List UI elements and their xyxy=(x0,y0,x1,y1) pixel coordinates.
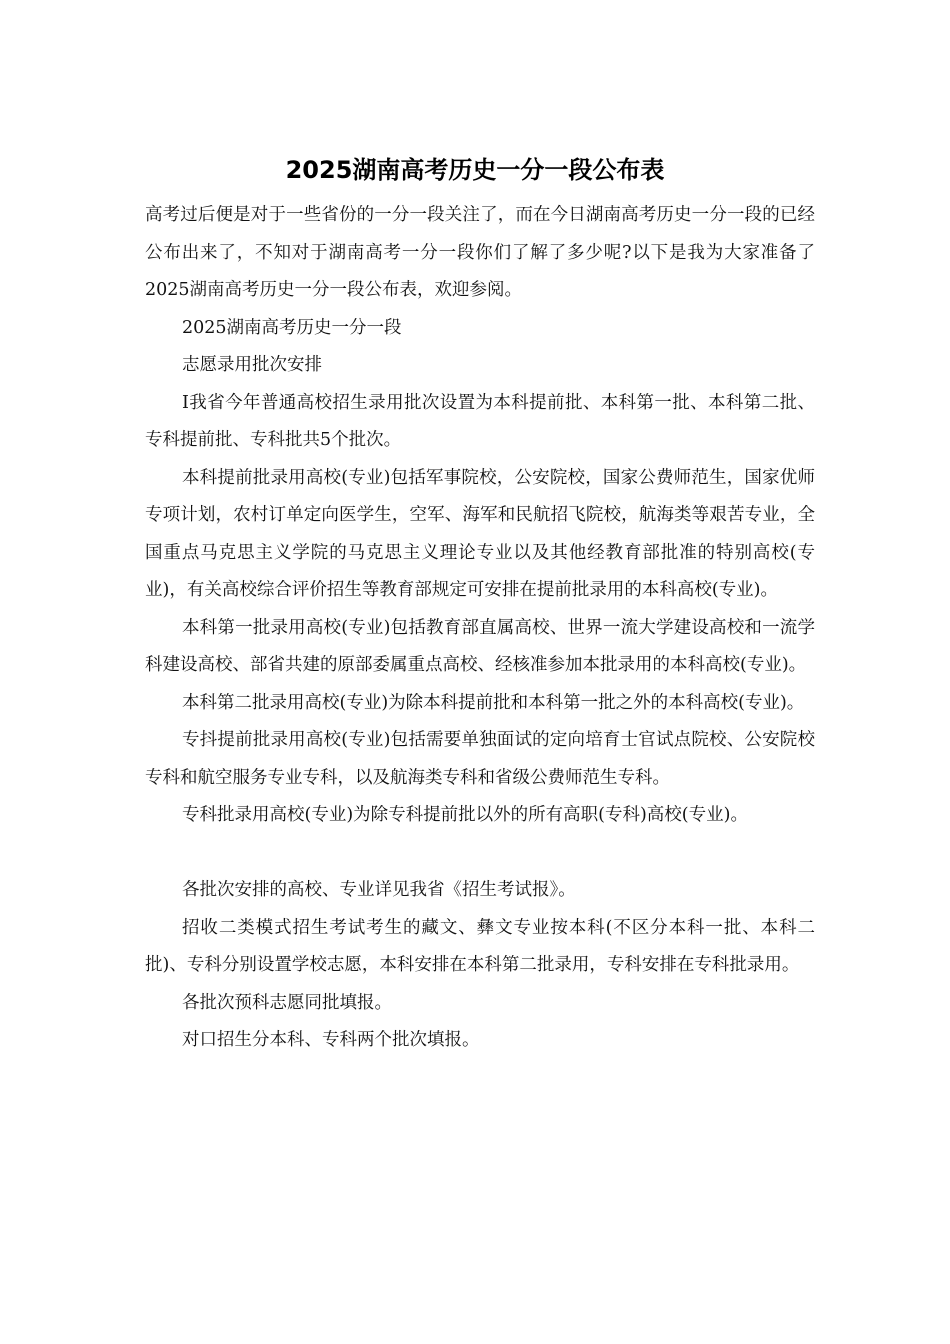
paragraph-vocational: 对口招生分本科、专科两个批次填报。 xyxy=(182,1030,480,1050)
paragraph-undergrad-first: 本科第一批录用高校(专业)包括教育部直属高校、世界一流大学建设高校和一流学科建设高校、部省共建的原部委属重点高校、经核准参加本批录用的本科高校(专业)。 xyxy=(145,617,815,675)
intro-paragraph: 高考过后便是对于一些省份的一分一段关注了，而在今日湖南高考历史一分一段的已经公布出来了，不知对于湖南高考一分一段你们了解了多少呢?以下是我为大家准备了2025湖南高考历史一分一段公布表，欢迎参阅。 xyxy=(145,205,815,300)
paragraph-junior-early: 专抖提前批录用高校(专业)包括需要单独面试的定向培育士官试点院校、公安院校专科和航空服务专业专科，以及航海类专科和省级公费师范生专科。 xyxy=(145,730,815,788)
paragraph-gap xyxy=(145,835,815,873)
document-body xyxy=(145,197,815,1060)
paragraph-details: 各批次安排的高校、专业详见我省《招生考试报》。 xyxy=(182,880,576,900)
document-title: 2025湖南高考历史一分一段公布表 xyxy=(285,156,665,184)
paragraph-batch-setup: I我省今年普通高校招生录用批次设置为本科提前批、本科第一批、本科第二批、专科提前批、专科批共5个批次。 xyxy=(145,392,815,450)
paragraph-tibetan-yi: 招收二类模式招生考试考生的藏文、彝文专业按本科(不区分本科一批、本科二批)、专科分别设置学校志愿，本科安排在本科第二批录用，专科安排在专科批录用。 xyxy=(145,917,815,975)
section-heading: 志愿录用批次安排 xyxy=(182,355,322,375)
paragraph-junior-batch: 专科批录用高校(专业)为除专科提前批以外的所有高职(专科)高校(专业)。 xyxy=(182,805,748,825)
paragraph-preparatory: 各批次预科志愿同批填报。 xyxy=(182,992,392,1013)
paragraph-undergrad-early: 本科提前批录用高校(专业)包括军事院校，公安院校，国家公费师范生，国家优师专项计划，农村订单定向医学生，空军、海军和民航招飞院校，航海类等艰苦专业，全国重点马克思主义学院的马克思主义理论专业以及其他经教育部批准的特别高校(专业)，有关高校综合评价招生等教育部规定可安排在提前批录用的本科高校(专业)。 xyxy=(145,467,815,600)
paragraph-undergrad-second: 本科第二批录用高校(专业)为除本科提前批和本科第一批之外的本科高校(专业)。 xyxy=(182,692,805,713)
subheading: 2025湖南高考历史一分一段 xyxy=(182,317,402,338)
